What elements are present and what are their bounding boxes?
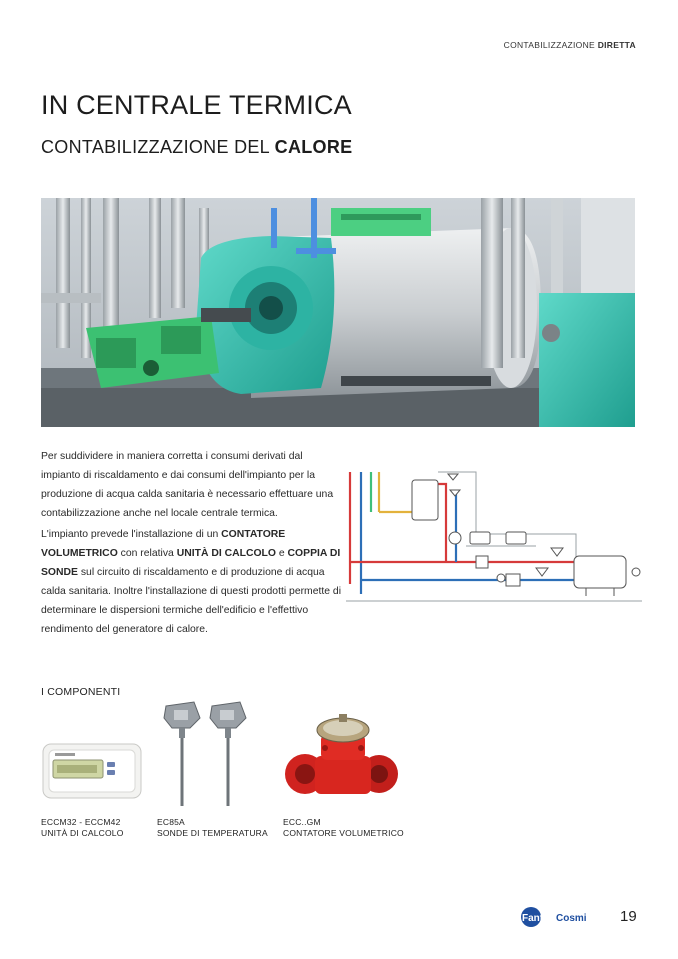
description-text	[41, 447, 341, 641]
product-code: EC85A	[157, 817, 185, 827]
product-caption-probes	[157, 817, 268, 839]
p2-text-4: sul circuito di riscaldamento e di produzione di acqua calda sanitaria. Inoltre l'installazione di questi prodotti permette di determinare le dispersioni termiche dell'edificio e l'effettivo rendimento del generatore di calore.	[41, 567, 342, 635]
temperature-probes-image	[160, 700, 252, 808]
calculator-unit-image	[41, 740, 143, 802]
p2-bold-unita: UNITÀ DI CALCOLO	[176, 548, 276, 559]
p2-text-3: e	[275, 548, 288, 559]
page-title: IN CENTRALE TERMICA	[41, 90, 352, 120]
section-tag-bold: DIRETTA	[597, 40, 636, 50]
section-tag-prefix: CONTABILIZZAZIONE	[503, 40, 596, 50]
p2-bold-sonde: COPPIA DI SONDE	[41, 548, 341, 578]
product-caption-calculator	[41, 817, 124, 839]
product-name: SONDE DI TEMPERATURA	[157, 828, 268, 838]
page-number: 19	[620, 908, 637, 925]
section-tag	[504, 40, 636, 50]
product-code: ECC..GM	[283, 817, 321, 827]
volumetric-meter-image	[285, 708, 399, 812]
brand-part2: Cosmi	[556, 913, 587, 924]
brand-part1: Fantini	[522, 913, 555, 924]
hydraulic-scheme-diagram	[346, 464, 646, 609]
subtitle-bold: CALORE	[274, 137, 353, 157]
p2-bold-contatore: CONTATORE VOLUMETRICO	[41, 529, 286, 559]
p2-text-1: L'impianto prevede l'installazione di un	[41, 529, 222, 540]
brand-logo	[520, 906, 594, 928]
components-title: I COMPONENTI	[41, 686, 121, 698]
product-name: UNITÀ DI CALCOLO	[41, 828, 124, 838]
subtitle-prefix: CONTABILIZZAZIONE DEL	[41, 137, 270, 157]
product-caption-meter	[283, 817, 404, 839]
paragraph-2	[41, 525, 341, 639]
page-subtitle	[41, 137, 352, 158]
product-name: CONTATORE VOLUMETRICO	[283, 828, 404, 838]
p2-text-2: con relativa	[117, 548, 177, 559]
product-code: ECCM32 - ECCM42	[41, 817, 121, 827]
boiler-room-photo	[41, 198, 635, 427]
paragraph-1: Per suddividere in maniera corretta i consumi derivati dal impianto di riscaldamento e dai consumi dell'impianto per la produzione di acqua calda sanitaria è necessario effettuare una contabilizzazione anche nel locale centrale termica.	[41, 451, 334, 519]
